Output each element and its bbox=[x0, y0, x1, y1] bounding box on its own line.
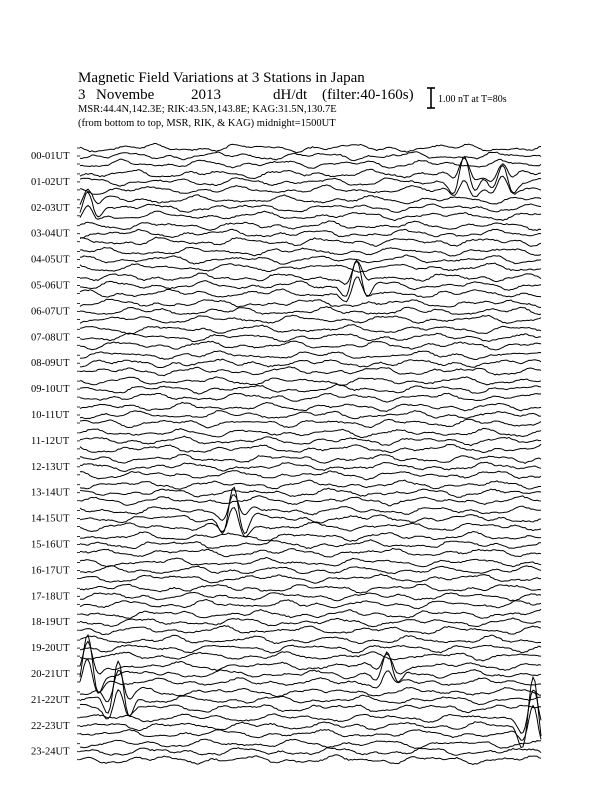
station-trace-rik bbox=[80, 411, 541, 419]
station-trace-msr bbox=[80, 755, 541, 765]
station-trace-rik bbox=[80, 748, 541, 756]
scale-bar-label: 1.00 nT at T=80s bbox=[438, 94, 507, 105]
station-order-note: (from bottom to top, MSR, RIK, & KAG) midnight=1500UT bbox=[78, 118, 336, 129]
hour-label: 17-18UT bbox=[31, 591, 70, 603]
station-trace-kag bbox=[80, 610, 541, 619]
station-trace-rik bbox=[80, 566, 541, 574]
hour-label: 05-06UT bbox=[31, 280, 70, 292]
filter-label: (filter:40-160s) bbox=[322, 87, 414, 103]
hour-label: 13-14UT bbox=[31, 487, 70, 499]
station-trace-rik bbox=[80, 488, 541, 497]
station-trace-kag bbox=[80, 402, 541, 411]
hour-label: 03-04UT bbox=[31, 228, 70, 240]
station-trace-kag bbox=[80, 144, 541, 153]
station-trace-rik bbox=[80, 384, 541, 394]
hour-label: 11-12UT bbox=[31, 435, 70, 447]
station-trace-msr bbox=[80, 652, 541, 661]
hour-label: 15-16UT bbox=[31, 539, 70, 551]
station-coordinates: MSR:44.4N,142.3E; RIK:43.5N,143.8E; KAG:31.5N,130.7E bbox=[78, 104, 337, 115]
station-trace-rik bbox=[80, 540, 541, 549]
station-trace-kag bbox=[80, 428, 541, 437]
station-trace-kag bbox=[80, 635, 541, 643]
chart-title: Magnetic Field Variations at 3 Stations in Japan bbox=[78, 70, 365, 86]
hour-label: 19-20UT bbox=[31, 643, 70, 655]
hour-label: 02-03UT bbox=[31, 202, 70, 214]
station-trace-msr bbox=[80, 159, 541, 168]
hour-label: 22-23UT bbox=[31, 720, 70, 732]
station-trace-msr bbox=[80, 471, 541, 480]
station-trace-rik bbox=[80, 645, 541, 653]
date-year: 2013 bbox=[191, 87, 221, 103]
station-trace-kag bbox=[80, 480, 541, 489]
quantity-label: dH/dt bbox=[273, 87, 308, 103]
station-trace-kag bbox=[80, 671, 541, 702]
hour-label: 06-07UT bbox=[31, 306, 70, 318]
station-trace-rik bbox=[80, 307, 541, 315]
hour-label: 04-05UT bbox=[31, 254, 70, 266]
station-trace-msr bbox=[80, 626, 541, 635]
station-trace-msr bbox=[80, 496, 541, 506]
station-trace-rik bbox=[80, 255, 541, 264]
station-trace-rik bbox=[80, 192, 541, 217]
station-trace-kag bbox=[80, 325, 541, 335]
station-trace-rik bbox=[80, 229, 541, 238]
station-trace-kag bbox=[80, 221, 541, 231]
hour-label: 16-17UT bbox=[31, 565, 70, 577]
station-trace-kag bbox=[80, 351, 541, 360]
hour-label: 12-13UT bbox=[31, 461, 70, 473]
station-trace-kag bbox=[80, 248, 541, 257]
station-trace-kag bbox=[80, 557, 541, 566]
station-trace-kag bbox=[80, 532, 541, 542]
station-trace-rik bbox=[80, 462, 541, 471]
hour-label: 00-01UT bbox=[31, 151, 70, 162]
hour-label: 14-15UT bbox=[31, 513, 70, 525]
station-trace-rik bbox=[80, 592, 541, 601]
hour-label: 07-08UT bbox=[31, 332, 70, 344]
station-trace-msr bbox=[80, 341, 541, 350]
date-day: 3 bbox=[78, 87, 86, 103]
station-trace-msr bbox=[80, 574, 541, 583]
station-trace-kag bbox=[80, 495, 541, 521]
station-trace-rik bbox=[80, 152, 541, 161]
station-trace-kag bbox=[80, 739, 541, 748]
hour-label: 20-21UT bbox=[31, 669, 70, 680]
station-trace-msr bbox=[80, 419, 541, 428]
hour-label: 23-24UT bbox=[31, 746, 70, 758]
station-trace-kag bbox=[80, 454, 541, 463]
hour-label: 10-11UT bbox=[31, 410, 70, 421]
hour-label: 18-19UT bbox=[31, 617, 70, 629]
station-trace-kag bbox=[80, 584, 541, 593]
station-trace-msr bbox=[80, 277, 541, 302]
date-month: Novembe bbox=[96, 87, 155, 103]
hour-label: 08-09UT bbox=[31, 358, 70, 370]
station-trace-msr bbox=[80, 548, 541, 557]
hour-label: 21-22UT bbox=[31, 694, 70, 706]
trace-group bbox=[77, 144, 541, 765]
hour-label-group bbox=[31, 151, 70, 758]
station-trace-kag bbox=[80, 299, 541, 307]
hour-label: 09-10UT bbox=[31, 384, 70, 396]
station-trace-msr bbox=[80, 315, 541, 323]
station-trace-kag bbox=[80, 158, 541, 182]
station-trace-kag bbox=[80, 262, 541, 285]
station-trace-msr bbox=[80, 237, 541, 246]
station-trace-msr bbox=[80, 263, 541, 272]
hour-label: 01-02UT bbox=[31, 176, 70, 188]
station-trace-msr bbox=[80, 600, 541, 609]
station-trace-rik bbox=[80, 618, 541, 627]
station-trace-msr bbox=[80, 393, 541, 402]
station-trace-rik bbox=[80, 436, 541, 446]
station-trace-msr bbox=[80, 176, 541, 196]
station-trace-rik bbox=[80, 333, 541, 342]
station-trace-rik bbox=[80, 359, 541, 367]
station-trace-msr bbox=[80, 367, 541, 376]
station-trace-kag bbox=[80, 377, 541, 386]
